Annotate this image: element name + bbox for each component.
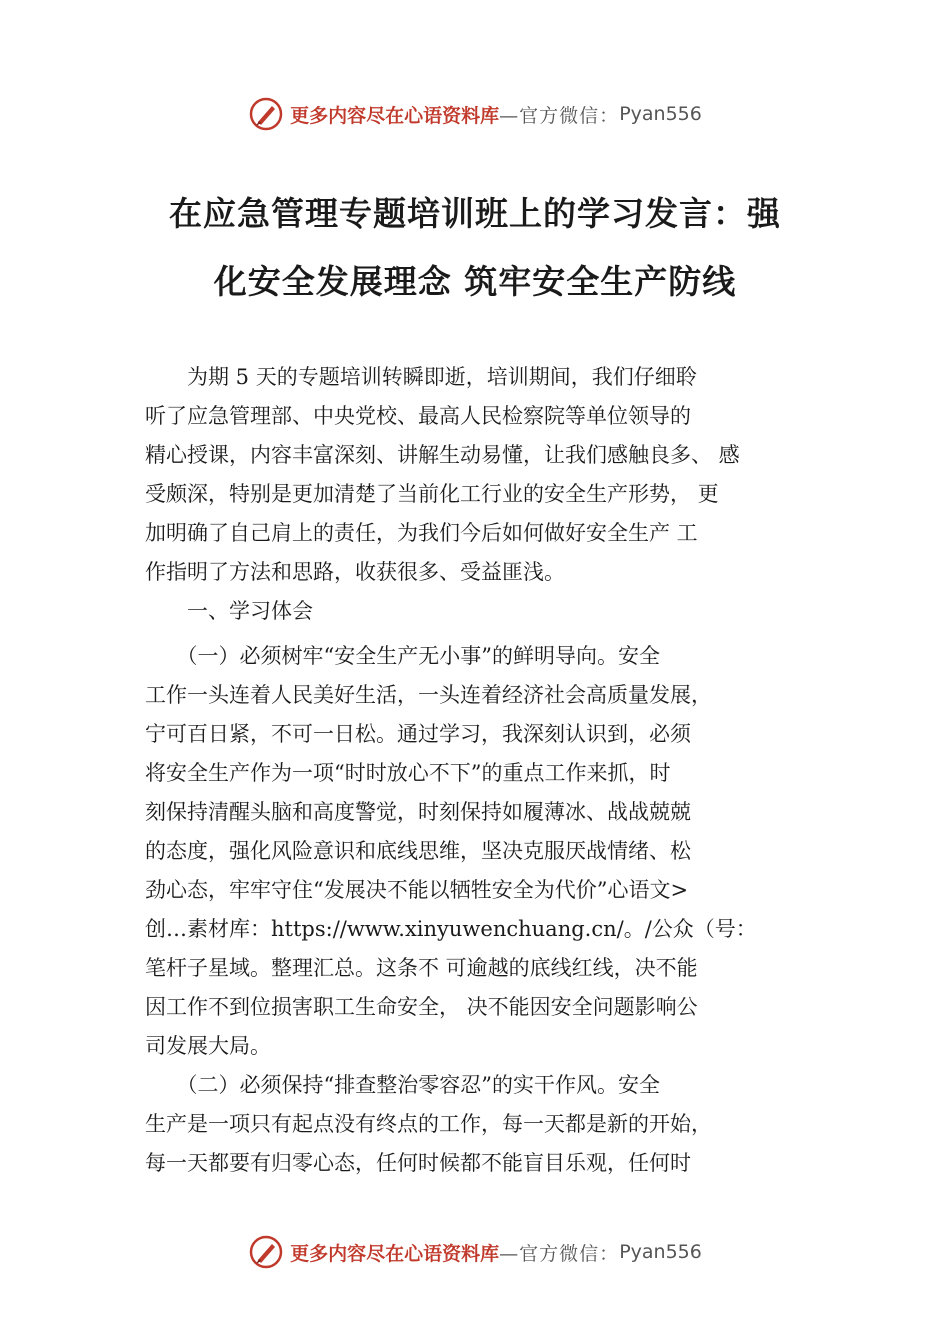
body-line: 因工作不到位损害职工生命安全， 决不能因安全问题影响公: [145, 995, 698, 1019]
body-line: 受颇深，特别是更加清楚了当前化工行业的安全生产形势， 更: [145, 482, 719, 506]
banner-separator: —官方微信：: [499, 104, 620, 127]
document-body: [145, 358, 845, 1183]
body-line: 加明确了自己肩上的责任，为我们今后如何做好安全生产 工: [145, 521, 698, 545]
footer-banner: [0, 1230, 950, 1274]
body-line: 每一天都要有归零心态，任何时候都不能盲目乐观，任何时: [145, 1151, 691, 1175]
body-line: 的态度，强化风险意识和底线思维，坚决克服厌战情绪、松: [145, 839, 691, 863]
body-line: 生产是一项只有起点没有终点的工作，每一天都是新的开始，: [145, 1112, 712, 1136]
body-line: 宁可百日紧，不可一日松。通过学习，我深刻认识到，必须: [145, 722, 691, 746]
body-line: 劲心态，牢牢守住“发展决不能以牺牲安全为代价”心语文>: [145, 878, 689, 902]
pen-logo-icon: [248, 96, 284, 132]
body-line: 创…素材库：https://www.xinyuwenchuang.cn/。/公众（号：: [145, 917, 757, 941]
wechat-id: Pyan556: [619, 1241, 702, 1263]
title-line-2: 化安全发展理念 筑牢安全生产防线: [213, 262, 737, 301]
body-line: 司发展大局。: [145, 1034, 271, 1058]
body-line: 笔杆子星域。整理汇总。这条不 可逾越的底线红线，决不能: [145, 956, 698, 980]
body-line: 听了应急管理部、中央党校、最高人民检察院等单位领导的: [145, 404, 691, 428]
wechat-id: Pyan556: [619, 103, 702, 125]
section-heading: 一、学习体会: [145, 599, 313, 623]
body-line: 工作一头连着人民美好生活，一头连着经济社会高质量发展，: [145, 683, 712, 707]
body-line: 将安全生产作为一项“时时放心不下”的重点工作来抓，时: [145, 761, 671, 785]
document-title: [130, 180, 820, 316]
subsection-heading: （二）必须保持“排查整治零容忍”的实干作风。安全: [145, 1073, 660, 1097]
body-line: 刻保持清醒头脑和高度警觉，时刻保持如履薄冰、战战兢兢: [145, 800, 691, 824]
banner-separator: —官方微信：: [499, 1242, 620, 1265]
banner-main-text: 更多内容尽在心语资料库: [290, 1242, 500, 1265]
banner-main-text: 更多内容尽在心语资料库: [290, 104, 500, 127]
subsection-heading: （一）必须树牢“安全生产无小事”的鲜明导向。安全: [145, 644, 660, 668]
pen-logo-icon: [248, 1234, 284, 1270]
header-banner: [0, 92, 950, 136]
body-line: 作指明了方法和思路，收获很多、受益匪浅。: [145, 560, 565, 584]
title-line-1: 在应急管理专题培训班上的学习发言：强: [169, 194, 781, 233]
body-line: 为期 5 天的专题培训转瞬即逝，培训期间，我们仔细聆: [145, 365, 697, 389]
body-line: 精心授课，内容丰富深刻、讲解生动易懂，让我们感触良多、 感: [145, 443, 740, 467]
